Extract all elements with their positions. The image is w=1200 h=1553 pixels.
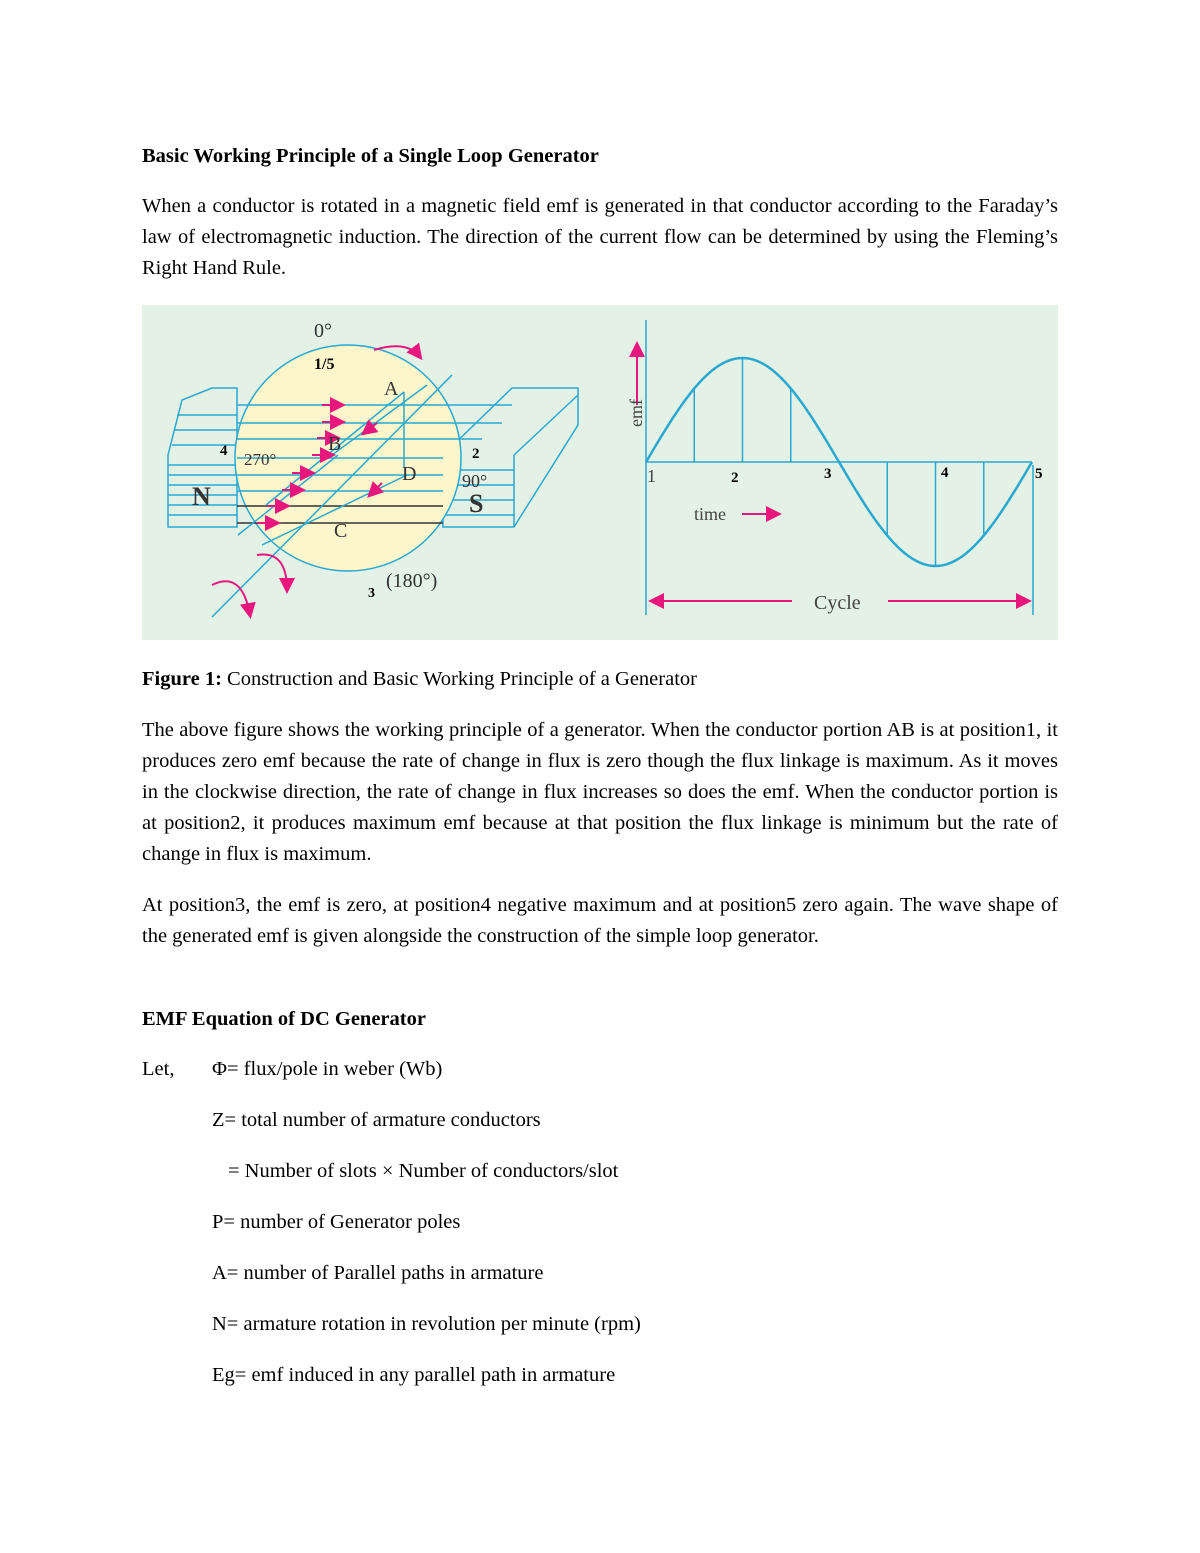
emf-axis-label: emf [626, 399, 646, 427]
caption-text: Construction and Basic Working Principle of a Generator [221, 668, 697, 690]
intro-paragraph: When a conductor is rotated in a magnetic field emf is generated in that conductor according to the Faraday’s law of electromagnetic induction. The direction of the current flow can be determined by using the Fleming’s Right Hand Rule. [142, 195, 1058, 279]
label-C: C [334, 520, 348, 542]
definition-rpm: N= armature rotation in revolution per minute (rpm) [212, 1313, 641, 1335]
let-label: Let, [142, 1058, 175, 1080]
time-label: time [694, 504, 726, 524]
label-position-3: 3 [368, 586, 375, 601]
emf-waveform-chart [626, 320, 1043, 615]
caption-label: Figure 1: [142, 668, 222, 690]
definition-parallel-paths: A= number of Parallel paths in armature [212, 1262, 544, 1284]
label-position-4: 4 [220, 443, 228, 459]
positions-paragraph: At position3, the emf is zero, at position4 negative maximum and at position5 zero again. The wave shape of the generated emf is given alongside the construction of the simple loop generator. [142, 894, 1058, 947]
label-position-2: 2 [472, 446, 480, 462]
position-label-1: 1 [647, 466, 656, 486]
label-0-degree: 0° [314, 320, 332, 342]
label-north-pole: N [192, 482, 211, 511]
label-180-degree: (180°) [386, 570, 438, 592]
position-label-4: 4 [941, 465, 949, 481]
definition-conductors: Z= total number of armature conductors [212, 1109, 541, 1131]
south-pole [443, 388, 578, 527]
definition-flux: Φ= flux/pole in weber (Wb) [212, 1058, 443, 1080]
label-position-1-5: 1/5 [314, 356, 335, 373]
label-south-pole: S [469, 489, 484, 518]
emf-equation-heading: EMF Equation of DC Generator [142, 1008, 426, 1030]
label-B: B [328, 433, 342, 455]
loop-generator-diagram [168, 345, 578, 617]
figure-caption [142, 664, 1058, 695]
section-heading: Basic Working Principle of a Single Loop Generator [142, 145, 599, 167]
definition-conductors-formula: = Number of slots × Number of conductors/slot [228, 1160, 619, 1182]
generator-figure [142, 305, 1058, 640]
definition-eg: Eg= emf induced in any parallel path in armature [212, 1364, 616, 1386]
explanation-paragraph: The above figure shows the working principle of a generator. When the conductor portion AB is at position1, it produces zero emf because the rate of change in flux is zero though the flux linkage is maximum. As it moves in the clockwise direction, the rate of change in flux increases so does the emf. When the conductor portion is at position2, it produces maximum emf because at that position the flux linkage is minimum but the rate of change in flux is maximum. [142, 719, 1058, 865]
label-A: A [384, 378, 399, 400]
label-D: D [402, 463, 417, 485]
label-270-degree: 270° [244, 450, 277, 469]
position-label-3: 3 [824, 466, 832, 482]
definition-poles: P= number of Generator poles [212, 1211, 461, 1233]
cycle-label: Cycle [814, 592, 861, 614]
position-label-5: 5 [1035, 466, 1043, 482]
position-label-2: 2 [731, 470, 739, 486]
label-90-degree: 90° [462, 471, 488, 491]
